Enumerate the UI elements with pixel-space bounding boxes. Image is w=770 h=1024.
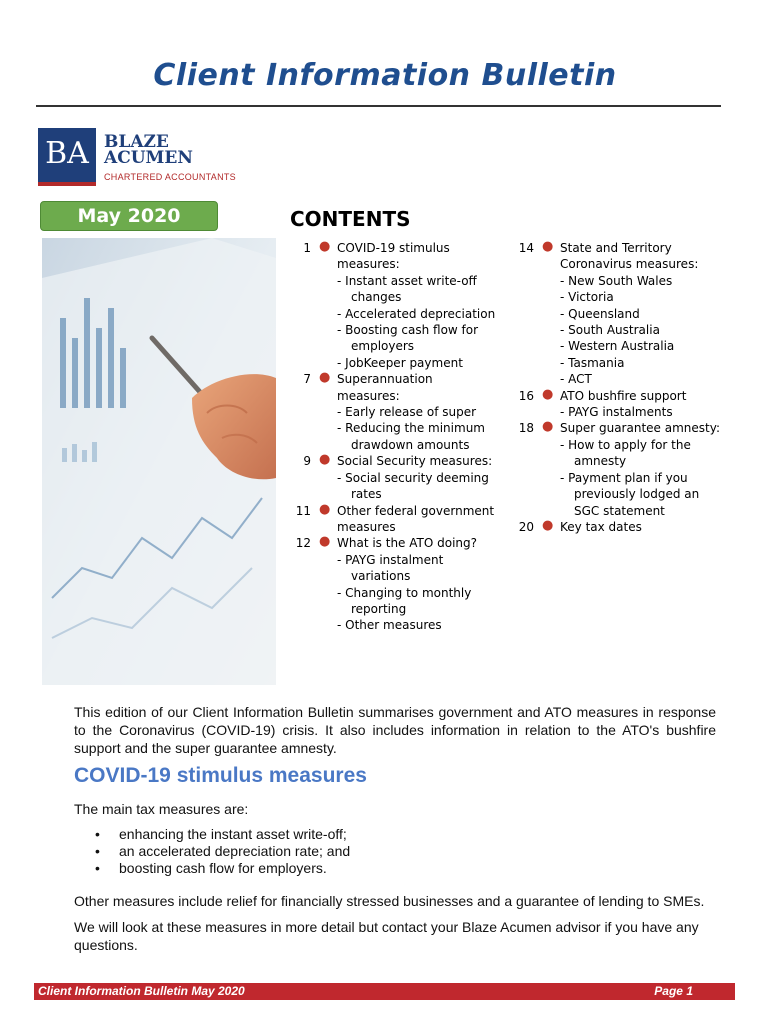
toc-bullet-icon: ● xyxy=(542,419,554,435)
toc-left-column xyxy=(289,240,499,634)
toc-subitem: - PAYG instalments xyxy=(560,405,673,420)
intro-paragraph: This edition of our Client Information Bulletin summarises government and ATO measures in response to the Coronavirus (COVID-19) crisis. It also includes information in relation to the ATO's bushfire support and the super guarantee amnesty. xyxy=(74,704,716,756)
toc-entry-title: ATO bushfire support xyxy=(560,388,687,403)
cover-photo-image xyxy=(42,238,276,685)
logo-line2: ACUMEN xyxy=(104,148,193,168)
toc-subitem: - ACT xyxy=(560,372,592,387)
toc-entry[interactable] xyxy=(289,240,499,371)
toc-entry-title: What is the ATO doing? xyxy=(337,536,478,551)
toc-entry[interactable] xyxy=(289,371,499,453)
toc-page-number: 9 xyxy=(303,454,311,469)
logo-name xyxy=(104,134,193,166)
page-footer xyxy=(34,983,735,1000)
toc-entry-title: Super guarantee amnesty: xyxy=(560,421,720,436)
toc-entry[interactable] xyxy=(289,453,499,502)
toc-page-number: 18 xyxy=(518,421,534,436)
cover-photo xyxy=(42,238,276,685)
bulletin-title: Client Information Bulletin xyxy=(153,58,617,93)
company-logo xyxy=(38,128,238,188)
paragraph-other-measures: Other measures include relief for financially stressed businesses and a guarantee of lending to SMEs. xyxy=(74,893,705,909)
paragraph-contact: We will look at these measures in more detail but contact your Blaze Acumen advisor if you have any questions. xyxy=(74,919,699,953)
toc-subitem: - Other measures xyxy=(337,618,442,633)
footer-page-number: Page 1 xyxy=(654,984,693,998)
toc-entry-title: Social Security measures: xyxy=(337,454,493,469)
toc-subitem: - South Australia xyxy=(560,323,660,338)
toc-entry[interactable] xyxy=(512,420,727,518)
toc-entry-title: Key tax dates xyxy=(560,519,642,534)
toc-subitem: - Social security deeming rates xyxy=(337,470,489,502)
toc-subitem: - Western Australia xyxy=(560,339,675,354)
measures-list xyxy=(95,826,350,877)
toc-bullet-icon: ● xyxy=(319,370,331,386)
toc-page-number: 16 xyxy=(518,388,534,403)
toc-subitem: - PAYG instalment variations xyxy=(337,552,444,584)
toc-entry[interactable] xyxy=(289,503,499,536)
toc-subitem: - Tasmania xyxy=(560,355,625,370)
contents-heading: CONTENTS xyxy=(290,207,411,231)
toc-subitem: - Reducing the minimum drawdown amounts xyxy=(337,421,485,452)
toc-bullet-icon: ● xyxy=(319,239,331,254)
toc-subitem: - Early release of super xyxy=(337,405,477,420)
toc-entry-title: COVID-19 stimulus measures: xyxy=(337,241,450,272)
toc-subitem: - Queensland xyxy=(560,306,640,321)
toc-subitem: - New South Wales xyxy=(560,273,673,288)
toc-page-number: 7 xyxy=(303,372,311,387)
section-heading: COVID-19 stimulus measures xyxy=(74,764,367,787)
toc-subitem: - JobKeeper payment xyxy=(337,355,463,370)
toc-entry[interactable] xyxy=(289,535,499,633)
toc-page-number: 20 xyxy=(518,519,534,534)
toc-bullet-icon: ● xyxy=(319,452,331,468)
toc-subitem: - Payment plan if you previously lodged an SGC statement xyxy=(560,470,700,518)
toc-subitem: - Instant asset write-off changes xyxy=(337,273,477,305)
toc-right-column xyxy=(512,240,727,535)
toc-subitem: - Changing to monthly reporting xyxy=(337,585,472,616)
toc-page-number: 12 xyxy=(295,536,311,551)
toc-subitem: - Victoria xyxy=(560,290,614,305)
toc-entry-title: State and Territory Coronavirus measures: xyxy=(560,241,699,272)
toc-bullet-icon: ● xyxy=(542,239,554,254)
footer-title: Client Information Bulletin May 2020 xyxy=(38,984,245,998)
toc-entry-title: Superannuation measures: xyxy=(337,372,433,403)
toc-bullet-icon: ● xyxy=(319,534,331,550)
toc-entry[interactable] xyxy=(512,240,727,388)
list-item: • an accelerated depreciation rate; and xyxy=(95,843,350,860)
toc-bullet-icon: ● xyxy=(319,501,331,517)
toc-page-number: 14 xyxy=(518,241,534,255)
toc-subitem: - How to apply for the amnesty xyxy=(560,437,691,469)
toc-bullet-icon: ● xyxy=(542,386,554,402)
toc-bullet-icon: ● xyxy=(542,517,554,533)
toc-entry[interactable] xyxy=(512,388,727,421)
logo-mark: BA xyxy=(38,128,96,186)
issue-date-badge: May 2020 xyxy=(40,201,218,231)
toc-entry[interactable] xyxy=(512,519,727,535)
section-lead: The main tax measures are: xyxy=(74,801,249,817)
toc-entry-title: Other federal government measures xyxy=(337,503,495,534)
logo-line1: BLAZE xyxy=(104,132,169,152)
list-item: • enhancing the instant asset write-off; xyxy=(95,826,350,843)
list-item: • boosting cash flow for employers. xyxy=(95,860,350,877)
title-rule xyxy=(36,105,721,107)
toc-page-number: 1 xyxy=(303,241,311,255)
toc-subitem: - Boosting cash flow for employers xyxy=(337,323,479,354)
toc-subitem: - Accelerated depreciation xyxy=(337,306,496,321)
toc-page-number: 11 xyxy=(295,503,311,518)
logo-subtitle: CHARTERED ACCOUNTANTS xyxy=(104,172,236,182)
